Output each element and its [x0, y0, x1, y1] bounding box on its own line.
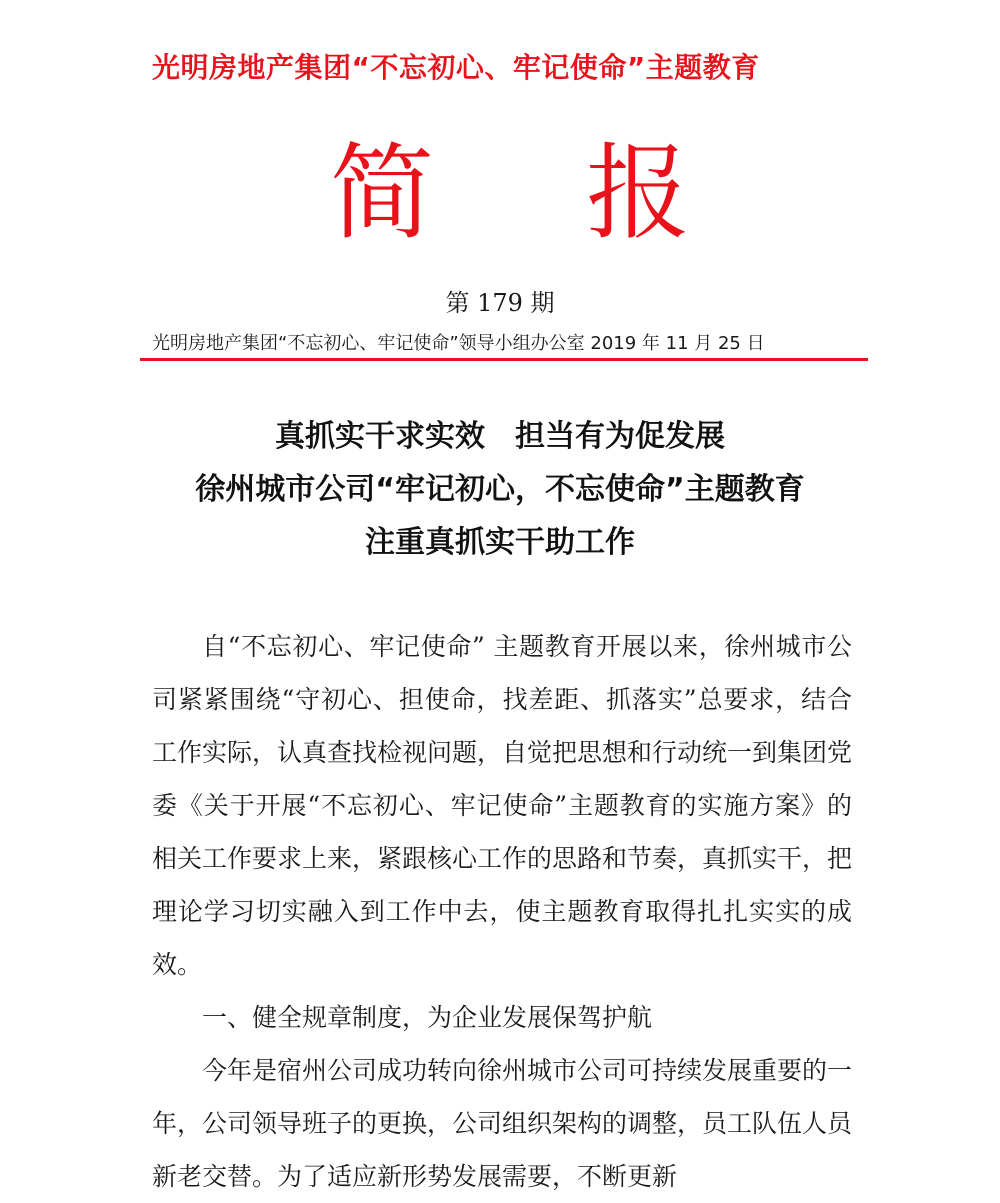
paragraph-intro: 自“不忘初心、牢记使命” 主题教育开展以来，徐州城市公司紧紧围绕“守初心、担使命，找差距、抓落实”总要求，结合工作实际，认真查找检视问题，自觉把思想和行动统一到集团党委《关于开展“不忘初心、牢记使命”主题教育的实施方案》的相关工作要求上来，紧跟核心工作的思路和节奏，真抓实干，把理论学习切实融入到工作中去，使主题教育取得扎扎实实的成效。 [152, 632, 853, 979]
masthead [330, 128, 690, 258]
masthead-char-1: 简 [330, 132, 435, 254]
issue-number: 第 179 期 [445, 289, 555, 317]
header-org-line: 光明房地产集团“不忘初心、牢记使命”主题教育 [152, 51, 760, 84]
title-line-3: 注重真抓实干助工作 [365, 525, 635, 560]
article-body [152, 620, 852, 1203]
header-divider [140, 358, 868, 361]
article-title [0, 410, 1000, 569]
section-heading-1: 一、健全规章制度，为企业发展保驾护航 [202, 1003, 653, 1032]
dateline: 光明房地产集团“不忘初心、牢记使命”领导小组办公室 2019 年 11 月 25 日 [152, 333, 765, 354]
title-line-2: 徐州城市公司“牢记初心，不忘使命”主题教育 [195, 472, 805, 507]
title-line-1: 真抓实干求实效 担当有为促发展 [275, 419, 725, 454]
paragraph-section-1: 今年是宿州公司成功转向徐州城市公司可持续发展重要的一年，公司领导班子的更换，公司组织架构的调整，员工队伍人员新老交替。为了适应新形势发展需要，不断更新 [152, 1056, 853, 1191]
masthead-char-2: 报 [585, 132, 690, 254]
